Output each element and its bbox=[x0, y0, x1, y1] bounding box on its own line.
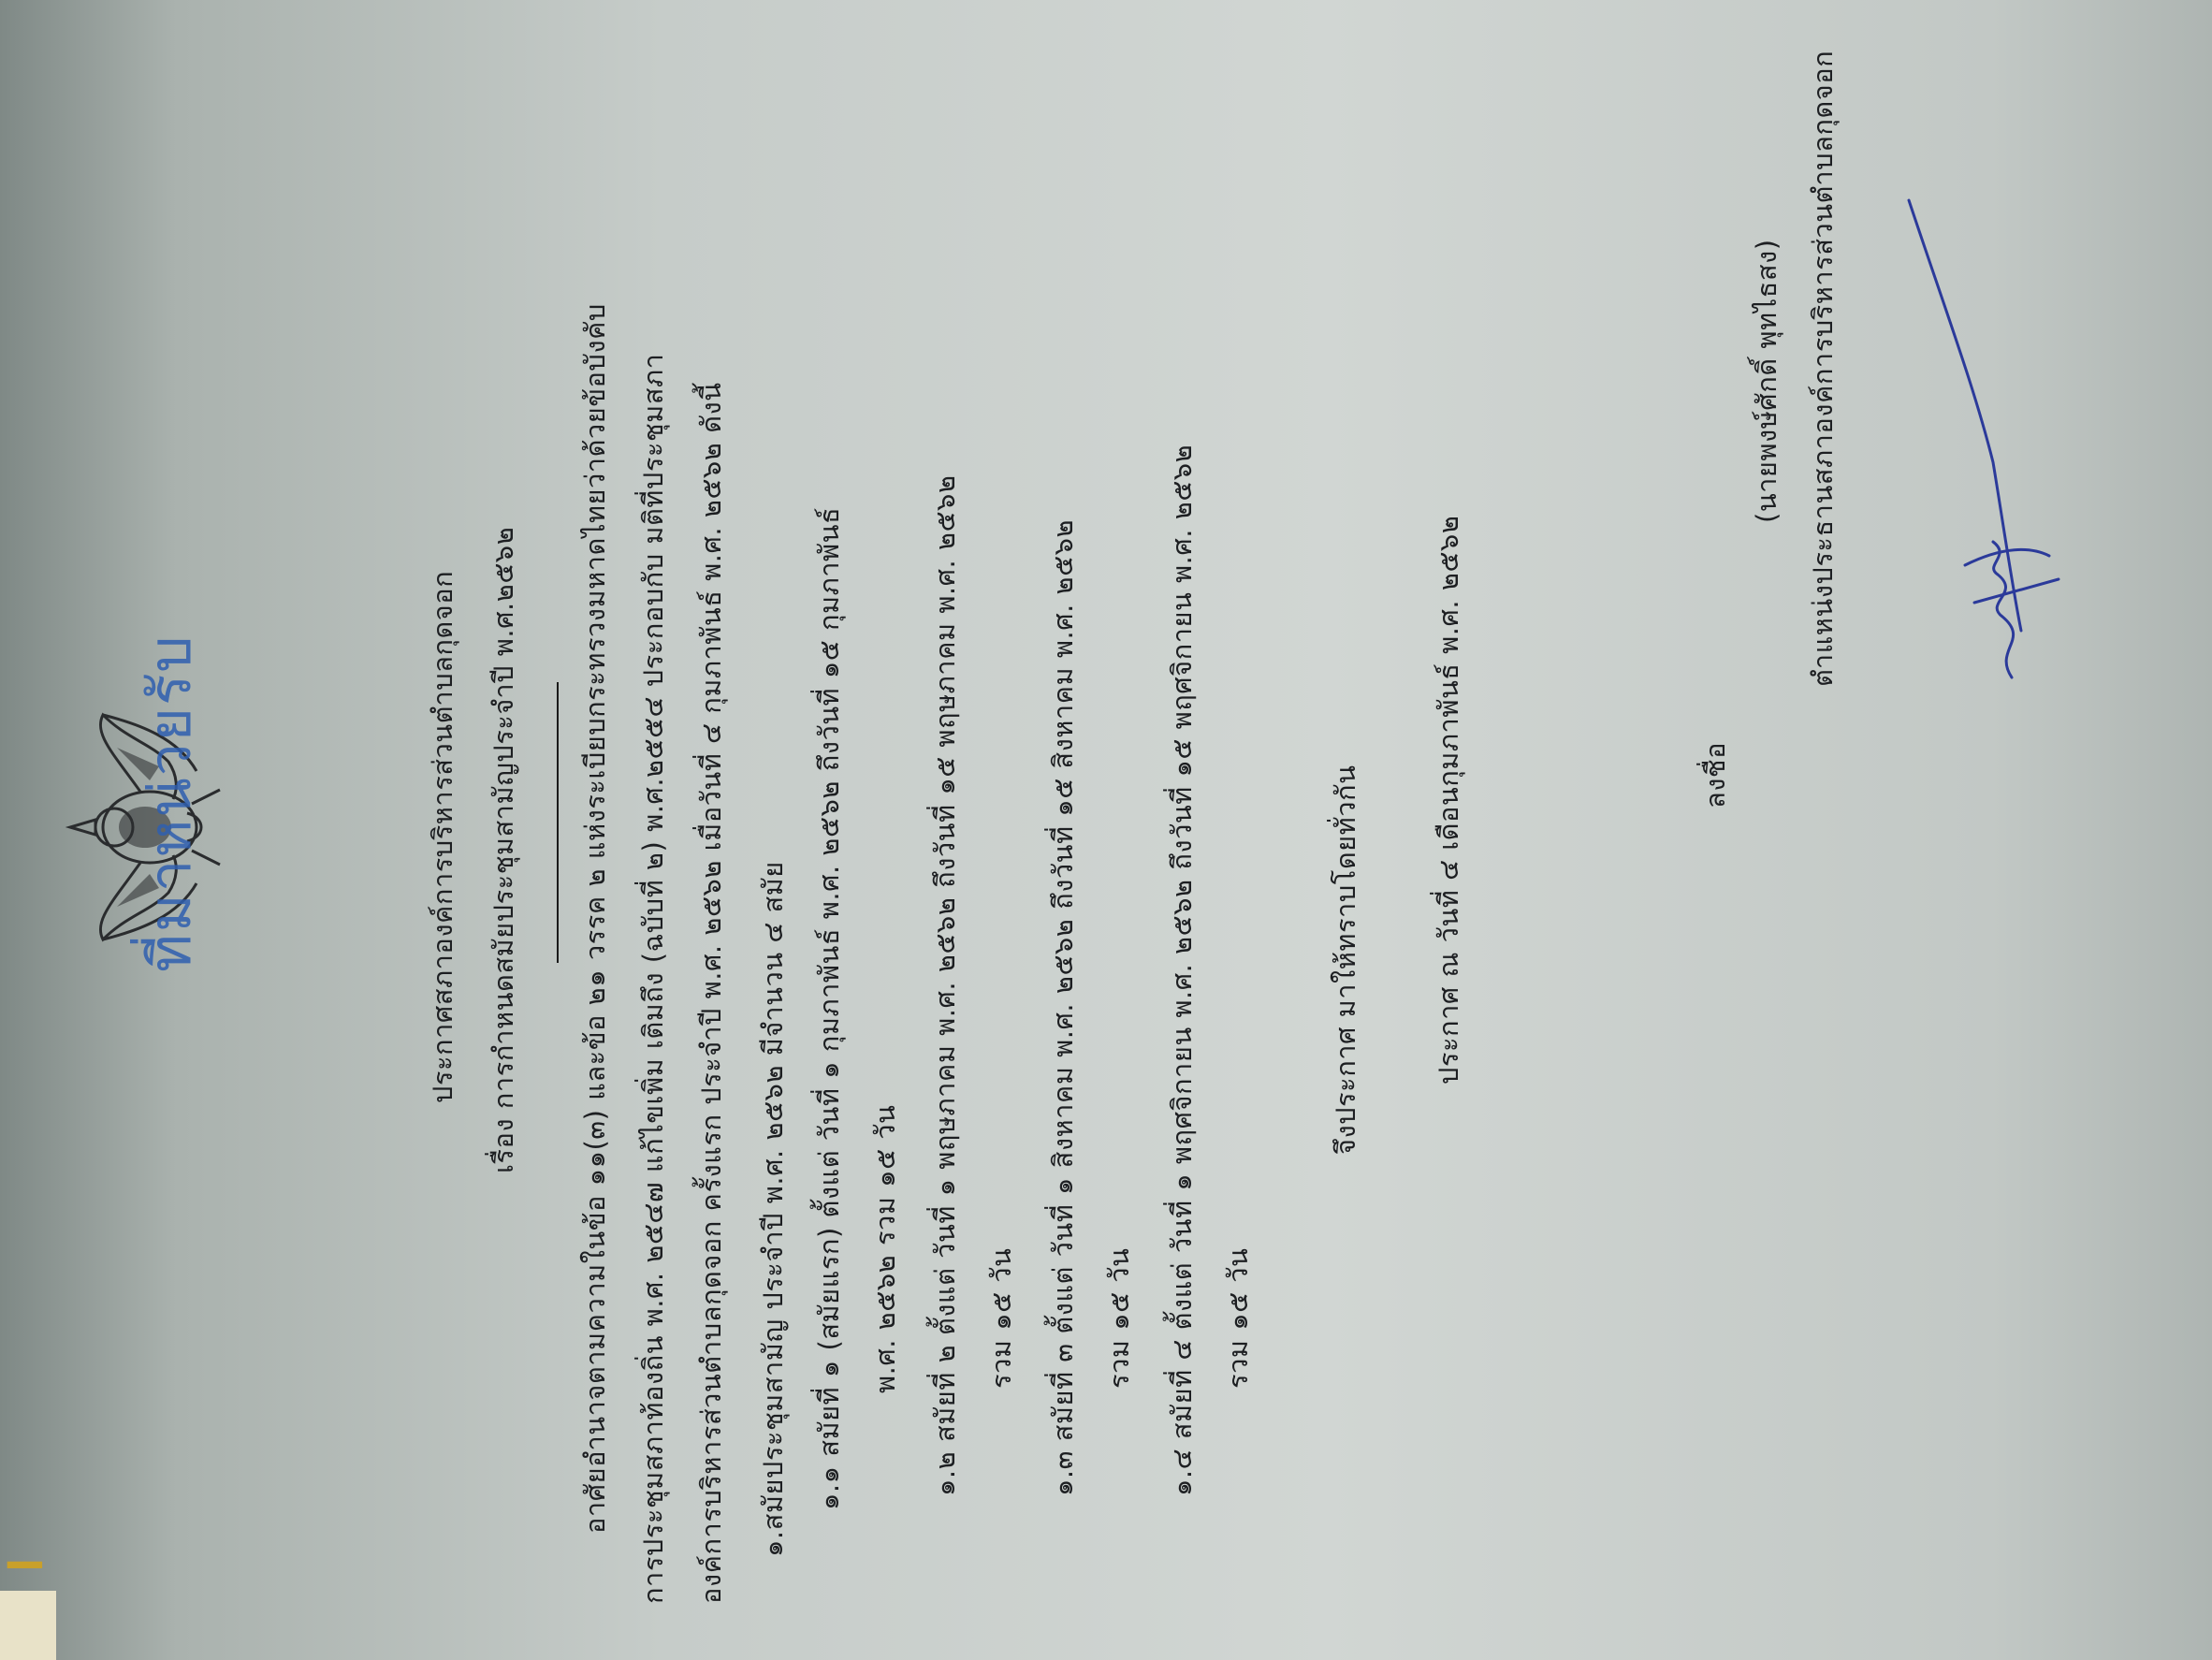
session-1: ๑.๑ สมัยที่ ๑ (สมัยแรก) ตั้งแต่ วันที่ ๑ กุมภาพันธ์ พ.ศ. ๒๕๖๒ ถึงวันที่ ๑๕ กุมภาพันธ์ bbox=[813, 506, 845, 1510]
body-line-1: อาศัยอำนาจตามความในข้อ ๑๑(๓) และข้อ ๒๑ วรรค ๒ แห่งระเบียบกระทรวงมหาดไทยว่าด้วยข้อบังคับ bbox=[579, 303, 611, 1534]
session-4: ๑.๔ สมัยที่ ๔ ตั้งแต่ วันที่ ๑ พฤศจิกายน พ.ศ. ๒๕๖๒ ถึงวันที่ ๑๕ พฤศจิกายน พ.ศ. ๒๕๖๒ bbox=[1166, 444, 1198, 1496]
sign-label: ลงชื่อ bbox=[1699, 741, 1731, 808]
session-3: ๑.๓ สมัยที่ ๓ ตั้งแต่ วันที่ ๑ สิงหาคม พ.ศ. ๒๕๖๒ ถึงวันที่ ๑๕ สิงหาคม พ.ศ. ๒๕๖๒ bbox=[1047, 518, 1079, 1496]
signer-position: ตำแหน่งประธานสภาองค์การบริหารส่วนตำบลกุดจอก bbox=[1807, 50, 1839, 687]
announce-closing: จึงประกาศ มาให้ทราบโดยทั่วกัน bbox=[1330, 764, 1361, 1155]
announce-date: ประกาศ ณ วันที่ ๔ เดือนกุมภาพันธ์ พ.ศ. ๒๕๖๒ bbox=[1433, 515, 1464, 1085]
body-line-3: องค์การบริหารส่วนตำบลกุดจอก ครั้งแรก ประจำปี พ.ศ. ๒๕๖๒ เมื่อวันที่ ๔ กุมภาพันธ์ พ.ศ. ๒๕๖๒ ดังนี้ bbox=[695, 382, 727, 1604]
announcement-subject: เรื่อง การกำหนดสมัยประชุมสามัญประจำปี พ.ศ.๒๕๖๒ bbox=[488, 526, 519, 1173]
title-divider bbox=[557, 682, 559, 963]
announcement-title: ประกาศสภาองค์การบริหารส่วนตำบลกุดจอก bbox=[427, 570, 458, 1103]
session-4-total: รวม ๑๕ วัน bbox=[1222, 1247, 1254, 1389]
session-2-total: รวม ๑๕ วัน bbox=[985, 1247, 1017, 1389]
received-stamp-text: ที่มาหน่วยรับ bbox=[136, 633, 204, 972]
body-line-2: การประชุมสภาท้องถิ่น พ.ศ. ๒๕๔๗ แก้ไขเพิ่ม เติมถึง (ฉบับที่ ๒) พ.ศ.๒๕๕๔ ประกอบกับ มติที่ประชุมสภา bbox=[637, 353, 669, 1604]
session-1-total: พ.ศ. ๒๕๖๒ รวม ๑๕ วัน bbox=[869, 1104, 901, 1393]
signer-name: (นายพงษ์ศักดิ์ พุทไธสง) bbox=[1751, 239, 1783, 523]
session-2: ๑.๒ สมัยที่ ๒ ตั้งแต่ วันที่ ๑ พฤษภาคม พ.ศ. ๒๕๖๒ ถึงวันที่ ๑๕ พฤษภาคม พ.ศ. ๒๕๖๒ bbox=[929, 474, 961, 1496]
session-3-total: รวม ๑๕ วัน bbox=[1103, 1247, 1135, 1389]
stamp-fragment: ▂▂ bbox=[7, 1542, 42, 1568]
handwritten-signature bbox=[1890, 182, 2115, 706]
session-summary: ๑.สมัยประชุมสามัญ ประจำปี พ.ศ. ๒๕๖๒ มีจำนวน ๔ สมัย bbox=[757, 861, 789, 1557]
